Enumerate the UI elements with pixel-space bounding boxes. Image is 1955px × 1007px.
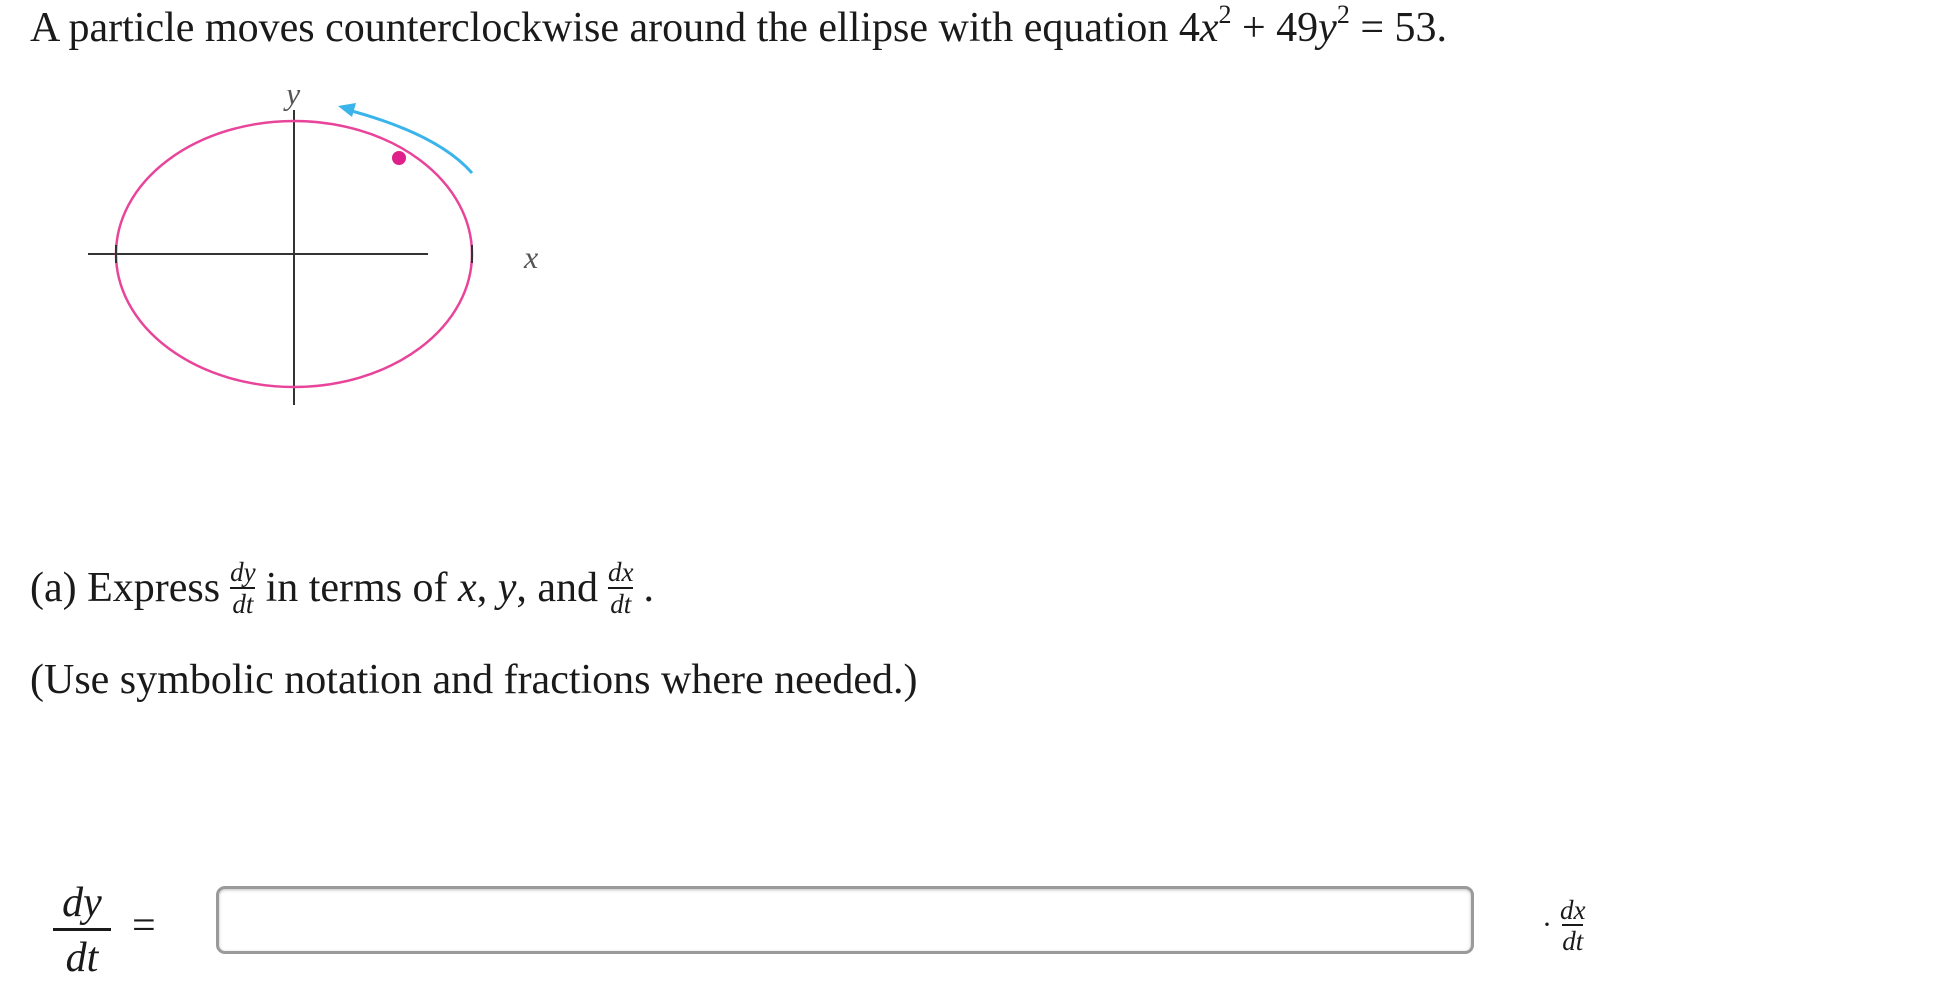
exp-y: 2 bbox=[1336, 0, 1350, 29]
dy-dt-denominator: dt bbox=[232, 589, 254, 619]
part-a-prompt bbox=[30, 552, 654, 624]
answer-equals-sign: = bbox=[132, 903, 156, 949]
answer-lhs-numerator: dy bbox=[62, 880, 102, 926]
multiply-dot: · bbox=[1542, 908, 1552, 941]
equation bbox=[1178, 0, 1448, 51]
coef-x: 4 bbox=[1178, 5, 1200, 51]
dx-dt-numerator: dx bbox=[608, 557, 634, 587]
dx-dt-denominator: dt bbox=[610, 589, 632, 619]
answer-lhs-denominator: dt bbox=[53, 928, 111, 983]
var-x: x bbox=[1199, 5, 1219, 51]
dy-dt-fraction bbox=[228, 558, 257, 618]
period: . bbox=[1436, 5, 1448, 51]
problem-intro: A particle moves counterclockwise around the ellipse with equation bbox=[30, 5, 1169, 51]
part-a-period: . bbox=[643, 565, 654, 611]
part-a-middle: in terms of bbox=[265, 565, 448, 611]
answer-rhs-denominator: dt bbox=[1562, 926, 1584, 956]
equals-sign: = bbox=[1360, 5, 1385, 51]
part-a-var-x: x bbox=[458, 565, 477, 611]
answer-lhs-fraction bbox=[50, 878, 114, 983]
y-axis-label: y bbox=[286, 90, 301, 111]
equation-rhs: 53 bbox=[1394, 5, 1437, 51]
problem-statement bbox=[30, 0, 1447, 56]
part-a-var-y: y bbox=[497, 565, 517, 611]
part-a-comma: , bbox=[476, 565, 488, 611]
ellipse-figure bbox=[80, 90, 560, 510]
dy-dt-numerator: dy bbox=[230, 557, 256, 587]
particle-dot bbox=[392, 151, 406, 165]
dx-dt-fraction bbox=[606, 558, 635, 618]
arrowhead-icon bbox=[338, 103, 356, 117]
notation-hint: (Use symbolic notation and fractions where needed.) bbox=[30, 657, 918, 703]
coef-y: 49 bbox=[1276, 5, 1319, 51]
var-y: y bbox=[1318, 5, 1337, 51]
counterclockwise-arrow-icon bbox=[348, 110, 472, 173]
answer-rhs-numerator: dx bbox=[1560, 895, 1586, 925]
answer-row bbox=[50, 878, 1650, 988]
answer-rhs-fraction bbox=[1560, 896, 1585, 955]
answer-input[interactable] bbox=[216, 886, 1474, 954]
plus-sign: + bbox=[1241, 5, 1266, 51]
part-a-lead: (a) Express bbox=[30, 565, 221, 611]
exp-x: 2 bbox=[1218, 0, 1232, 29]
x-axis-label: x bbox=[524, 239, 539, 275]
part-a-and: , and bbox=[516, 565, 599, 611]
